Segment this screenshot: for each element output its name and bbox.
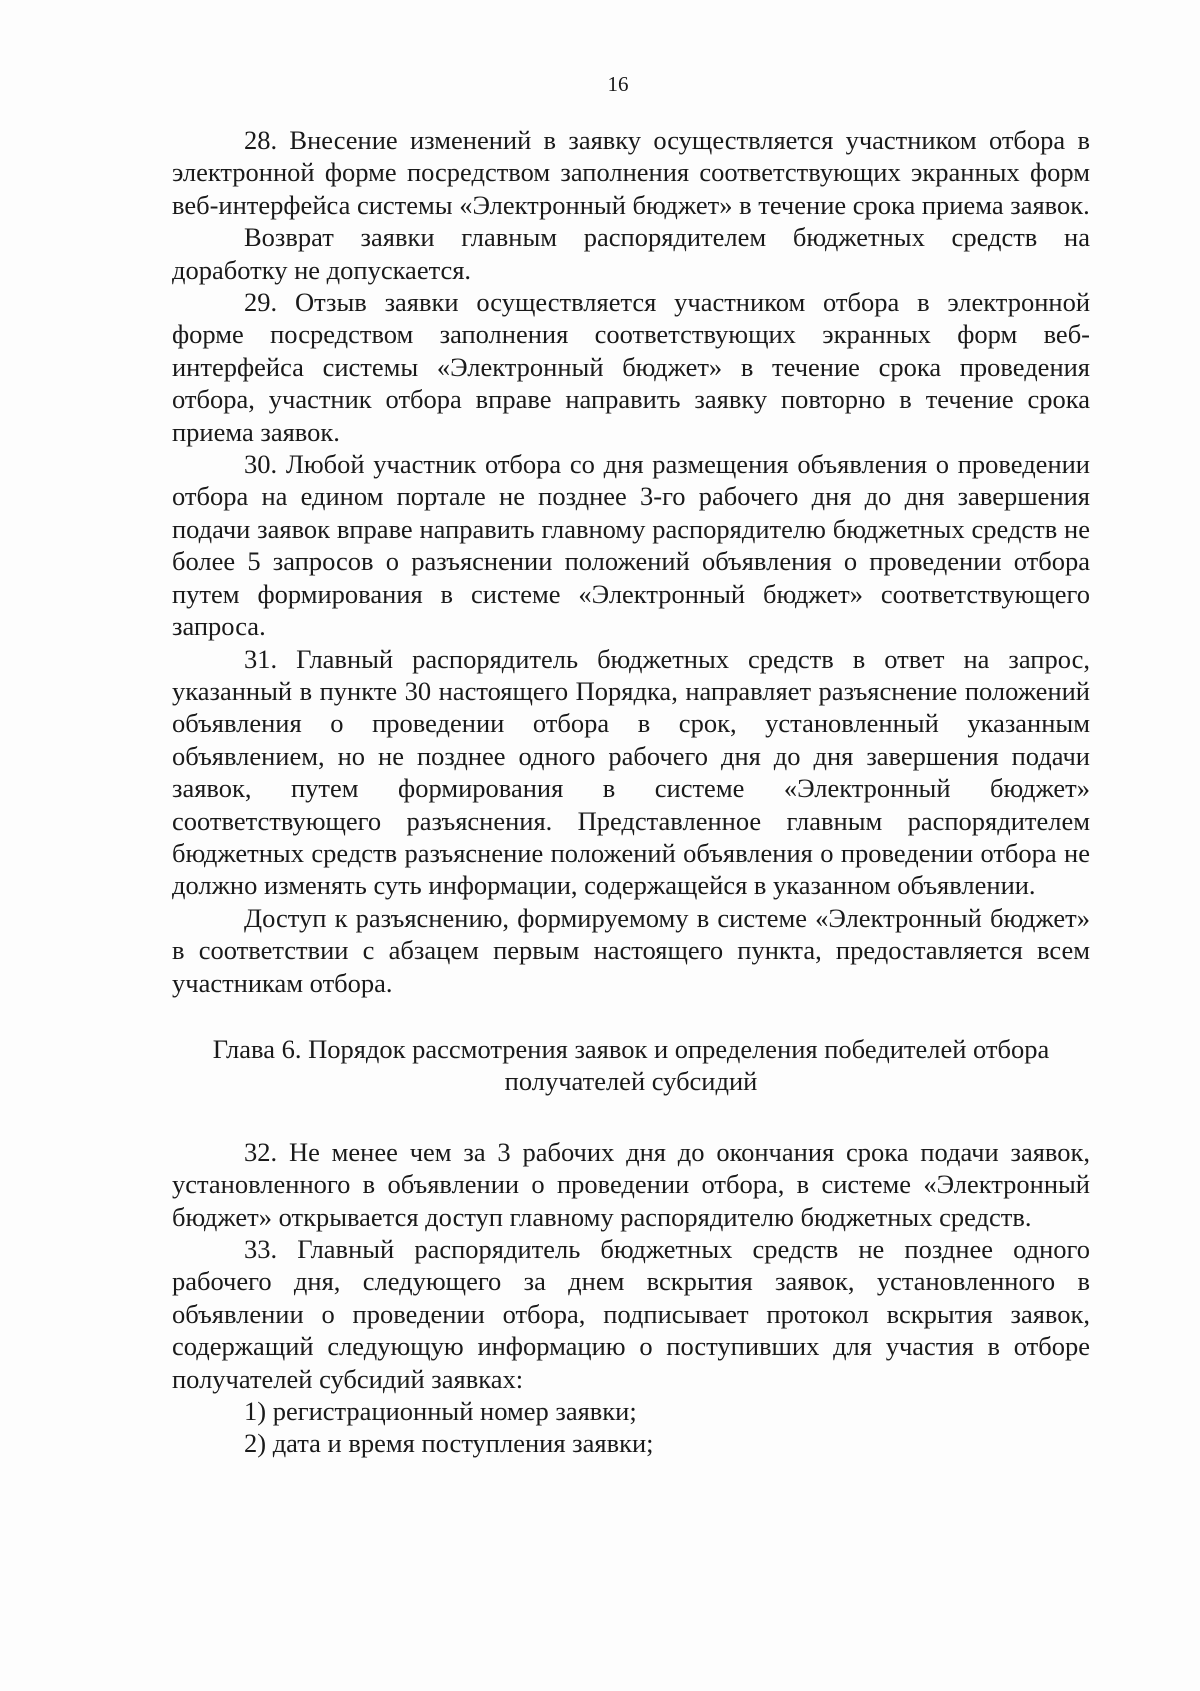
chapter-heading — [172, 1033, 1090, 1098]
chapter-heading-line-1: Глава 6. Порядок рассмотрения заявок и определения победителей отбора — [212, 1033, 1050, 1064]
paragraph-29: 29. Отзыв заявки осуществляется участником отбора в электронной форме посредством заполнения соответствующих экранных форм веб-интерфейса системы «Электронный бюджет» в течение срока проведения отбора, участник отбора вправе направить заявку повторно в течение срока приема заявок. — [172, 287, 1090, 447]
page-number: 16 — [607, 72, 629, 96]
spacer — [172, 1098, 1090, 1136]
paragraph-31-access: Доступ к разъяснению, формируемому в системе «Электронный бюджет» в соответствии с абзацем первым настоящего пункта, предоставляется всем участникам отбора. — [172, 902, 1090, 998]
paragraph-32: 32. Не менее чем за 3 рабочих дня до окончания срока подачи заявок, установленного в объявлении о проведении отбора, в системе «Электронный бюджет» открывается доступ главному распорядителю бюджетных средств. — [172, 1136, 1090, 1232]
list-item-2: 2) дата и время поступления заявки; — [244, 1428, 654, 1459]
document-body — [172, 124, 1090, 1460]
chapter-heading-line-2: получателей субсидий — [504, 1066, 758, 1097]
paragraph-31: 31. Главный распорядитель бюджетных средств в ответ на запрос, указанный в пункте 30 настоящего Порядка, направляет разъяснение положений объявления о проведении отбора в срок, установленный указанным объявлением, но не позднее одного рабочего дня до дня завершения подачи заявок, путем формирования в системе «Электронный бюджет» соответствующего разъяснения. Представленное главным распорядителем бюджетных средств разъяснение положений объявления о проведении отбора не должно изменять суть информации, содержащейся в указанном объявлении. — [172, 643, 1090, 901]
paragraph-30: 30. Любой участник отбора со дня размещения объявления о проведении отбора на едином портале не позднее 3-го рабочего дня до дня завершения подачи заявок вправе направить главному распорядителю бюджетных средств не более 5 запросов о разъяснении положений объявления о проведении отбора путем формирования в системе «Электронный бюджет» соответствующего запроса. — [172, 449, 1090, 642]
paragraph-33: 33. Главный распорядитель бюджетных средств не позднее одного рабочего дня, следующего за днем вскрытия заявок, установленного в объявлении о проведении отбора, подписывает протокол вскрытия заявок, содержащий следующую информацию о поступивших для участия в отборе получателей субсидий заявках: — [172, 1234, 1090, 1394]
paragraph-28: 28. Внесение изменений в заявку осуществляется участником отбора в электронной форме посредством заполнения соответствующих экранных форм веб-интерфейса системы «Электронный бюджет» в течение срока приема заявок. — [172, 125, 1090, 220]
paragraph-28-return: Возврат заявки главным распорядителем бюджетных средств на доработку не допускается. — [172, 222, 1090, 285]
list-item-1: 1) регистрационный номер заявки; — [244, 1396, 637, 1427]
spacer — [172, 999, 1090, 1033]
